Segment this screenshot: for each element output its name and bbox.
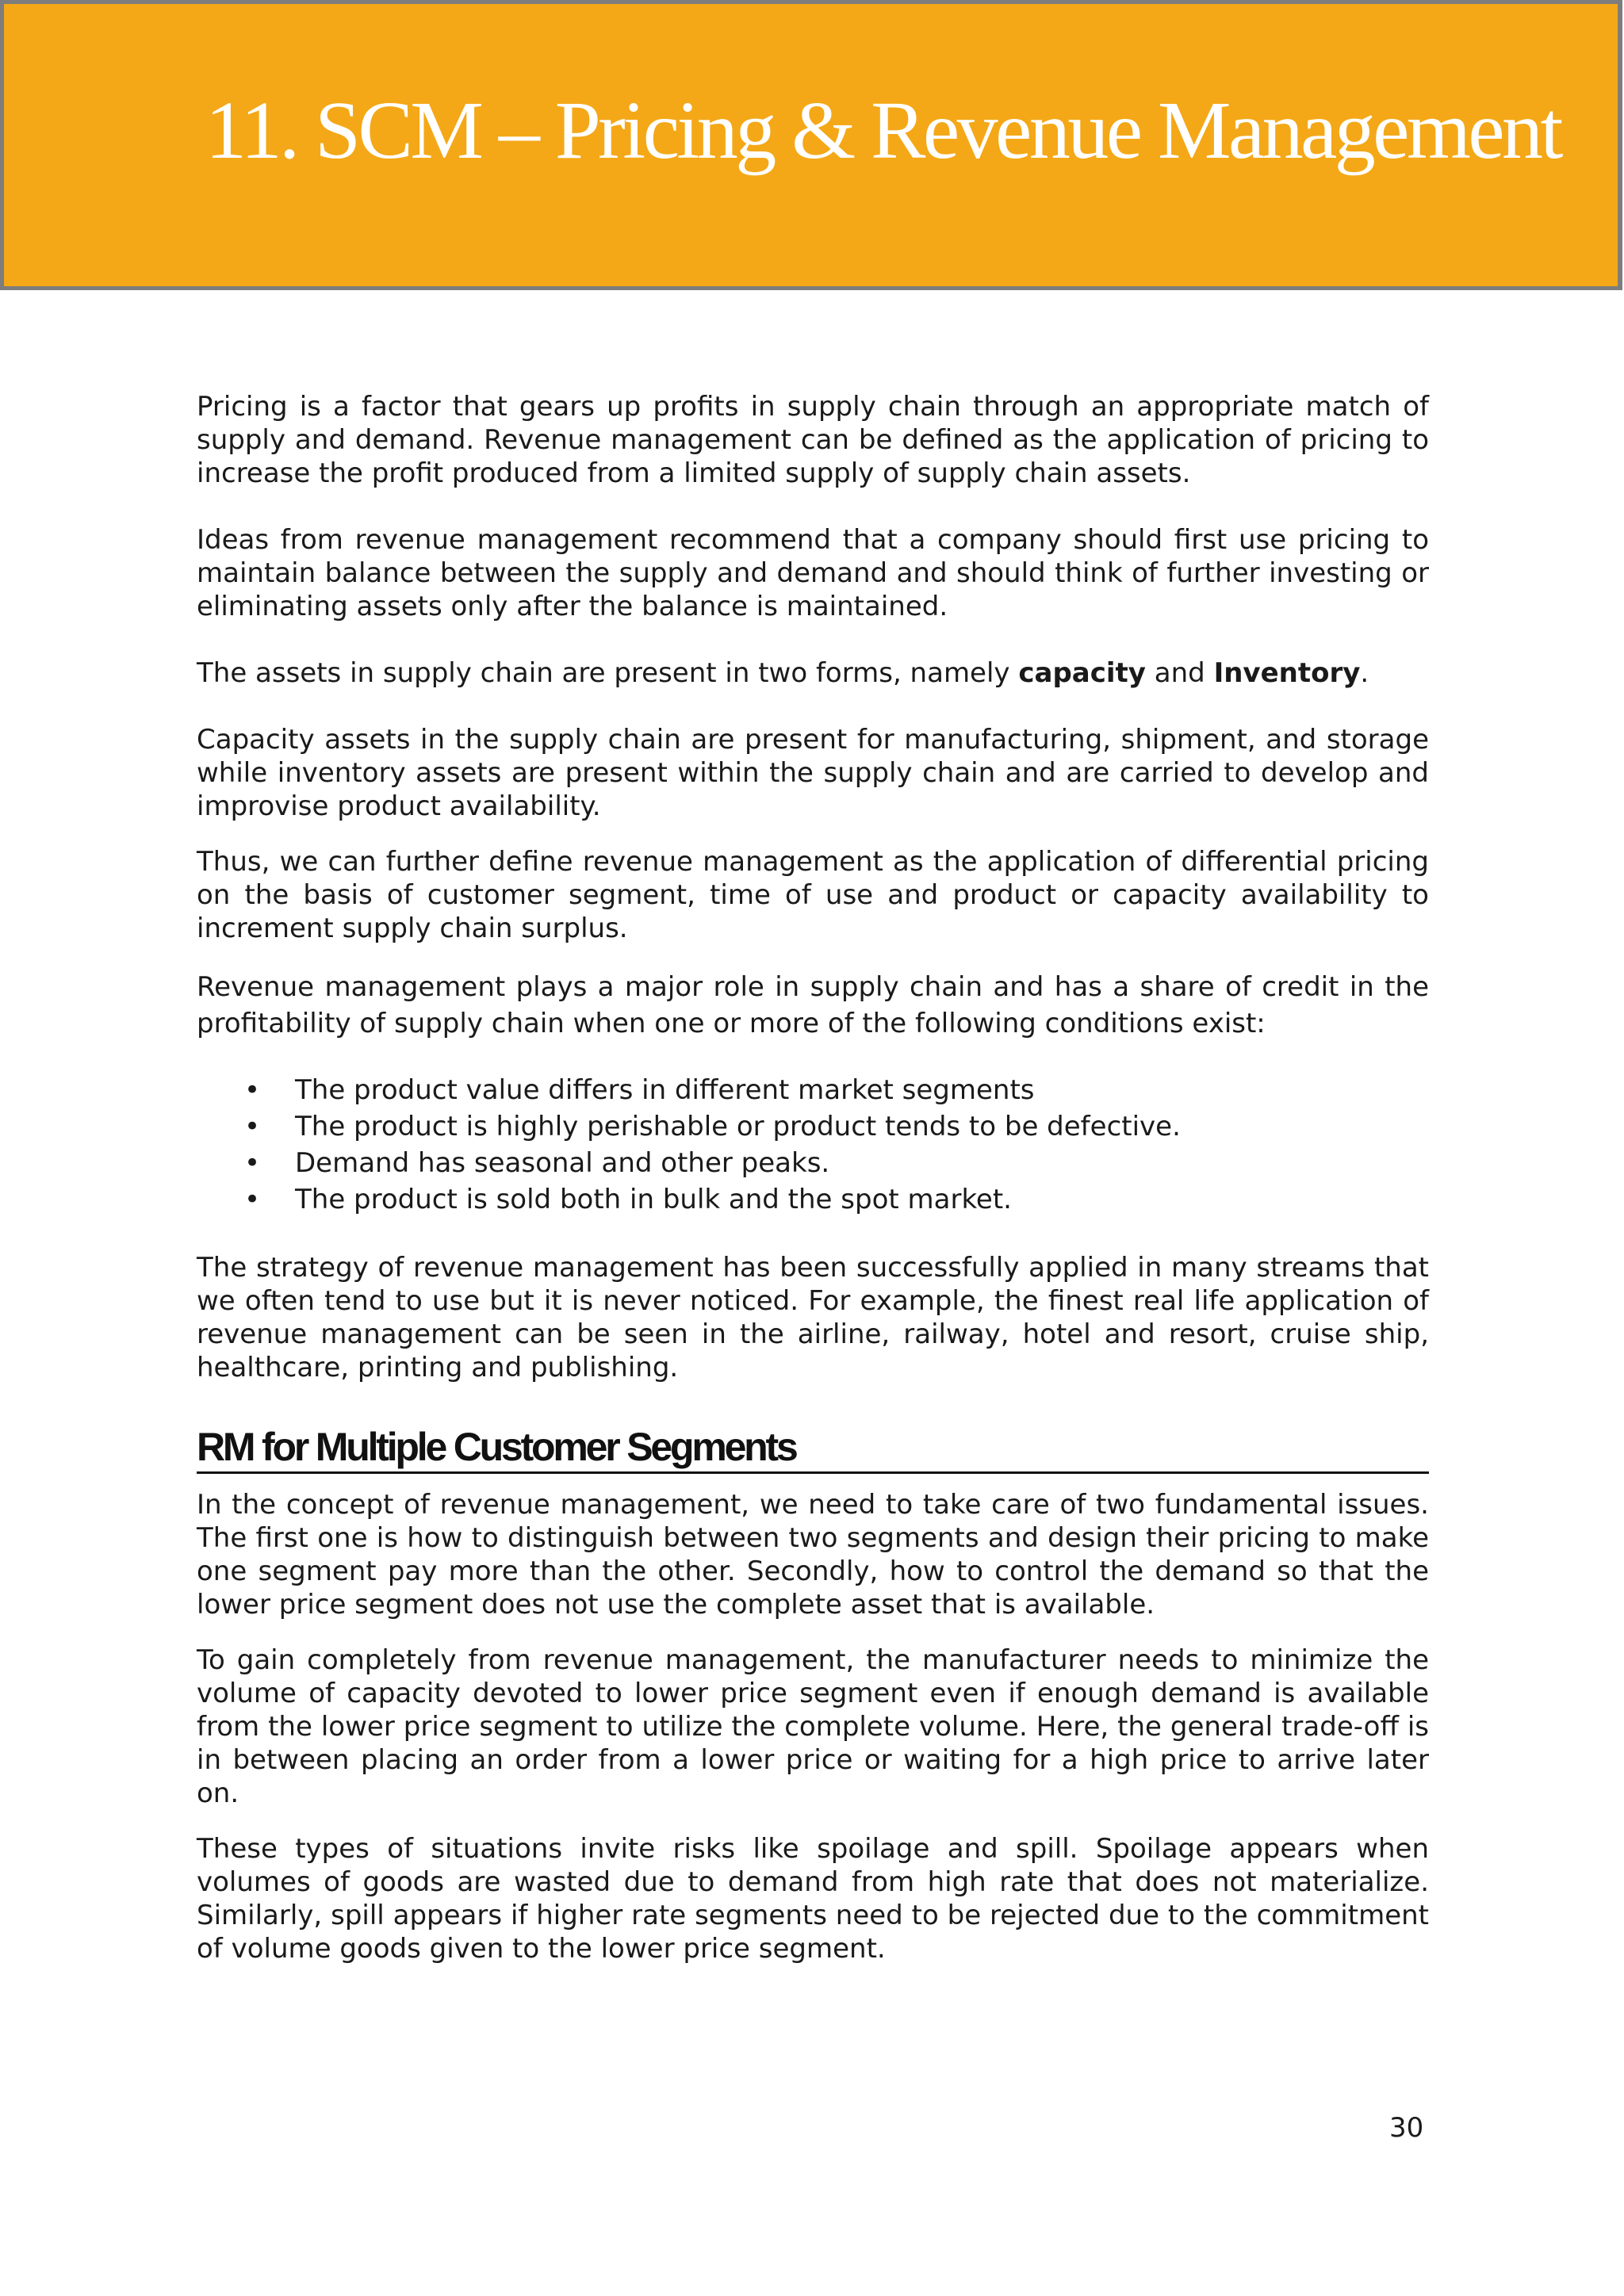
- assets-text-start: The assets in supply chain are present in two forms, namely: [197, 657, 1019, 689]
- capacity-term: capacity: [1018, 657, 1146, 689]
- list-item-text: The product is sold both in bulk and the spot market.: [295, 1184, 1012, 1215]
- page-content: [197, 390, 1429, 1965]
- section-paragraph-risks: These types of situations invite risks like spoilage and spill. Spoilage appears when volumes of goods are wasted due to demand from high rate that does not materialize. Similarly, spill appears if higher rate segments need to be rejected due to the commitment of volume goods given to the lower price segment.: [197, 1833, 1429, 1965]
- bullet-icon: •: [244, 1147, 261, 1179]
- page-number: 30: [1389, 2112, 1424, 2144]
- intro-paragraph-conditions: Revenue management plays a major role in supply chain and has a share of credit in the profitability of supply chain when one or more of the following conditions exist:: [197, 971, 1429, 1039]
- intro-paragraph-definition: Thus, we can further define revenue management as the application of differential pricing on the basis of customer segment, time of use and product or capacity availability to increment supply chain surplus.: [197, 846, 1429, 944]
- section-paragraph-concept: In the concept of revenue management, we need to take care of two fundamental issues. The first one is how to distinguish between two segments and design their pricing to make one segment pay more than the other. Secondly, how to control the demand so that the lower price segment does not use the complete asset that is available.: [197, 1489, 1429, 1621]
- chapter-title: 11. SCM – Pricing & Revenue Management: [205, 85, 1561, 176]
- assets-text-end: .: [1360, 657, 1369, 689]
- assets-text-and: and: [1145, 657, 1214, 689]
- list-item: [197, 1181, 1429, 1218]
- section-paragraph-tradeoff: To gain completely from revenue management, the manufacturer needs to minimize the volume of capacity devoted to lower price segment even if enough demand is available from the lower price segment to utilize the complete volume. Here, the general trade-off is in between placing an order from a lower price or waiting for a high price to arrive later on.: [197, 1644, 1429, 1809]
- section-heading: RM for Multiple Customer Segments: [197, 1424, 1429, 1474]
- bullet-icon: •: [244, 1184, 261, 1215]
- chapter-header-band: [0, 0, 1622, 290]
- conditions-list: [197, 1072, 1429, 1218]
- bullet-icon: •: [244, 1111, 261, 1142]
- strategy-paragraph: The strategy of revenue management has been successfully applied in many streams that we often tend to use but it is never noticed. For example, the finest real life application of revenue management can be seen in the airline, railway, hotel and resort, cruise ship, healthcare, printing and publishing.: [197, 1252, 1429, 1383]
- list-item: [197, 1108, 1429, 1145]
- inventory-term: Inventory: [1213, 657, 1361, 689]
- list-item: [197, 1072, 1429, 1108]
- intro-paragraph-assets: [197, 656, 1429, 690]
- list-item-text: The product value differs in different market segments: [295, 1074, 1035, 1106]
- intro-paragraph-ideas: Ideas from revenue management recommend that a company should first use pricing to maintain balance between the supply and demand and should think of further investing or eliminating assets only after the balance is maintained.: [197, 524, 1429, 622]
- intro-paragraph-pricing: Pricing is a factor that gears up profits in supply chain through an appropriate match of supply and demand. Revenue management can be defined as the application of pricing to increase the profit produced from a limited supply of supply chain assets.: [197, 391, 1429, 489]
- bullet-icon: •: [244, 1074, 261, 1106]
- intro-paragraph-capacity-assets: Capacity assets in the supply chain are present for manufacturing, shipment, and storage while inventory assets are present within the supply chain and are carried to develop and improvise product availability.: [197, 724, 1429, 822]
- list-item-text: The product is highly perishable or product tends to be defective.: [295, 1111, 1181, 1142]
- list-item: [197, 1145, 1429, 1181]
- list-item-text: Demand has seasonal and other peaks.: [295, 1147, 830, 1179]
